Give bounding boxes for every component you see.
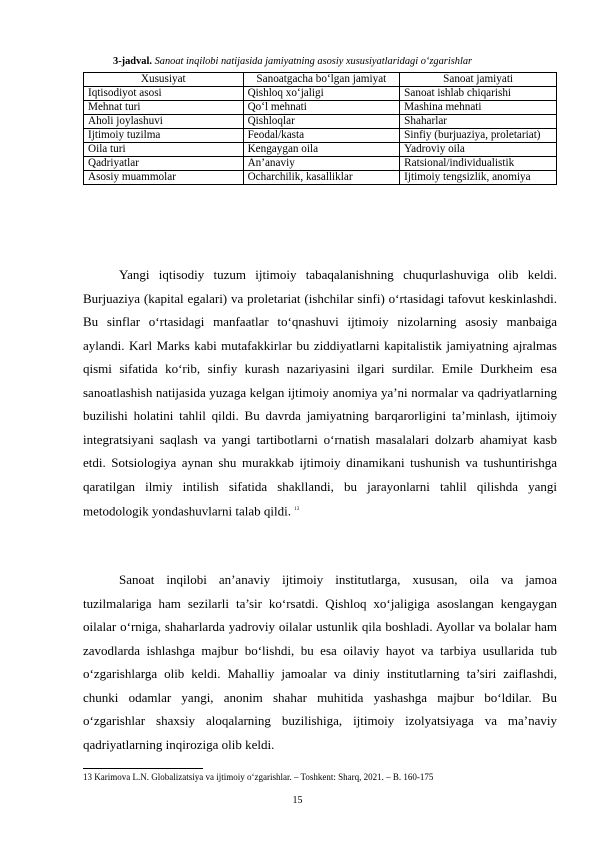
table-row xyxy=(84,129,557,143)
table-row xyxy=(84,87,557,101)
table-row xyxy=(84,101,557,115)
footnote-separator xyxy=(83,768,203,769)
table-cell: Kengaygan oila xyxy=(243,143,400,157)
table-cell: Yadroviy oila xyxy=(400,143,557,157)
table-row xyxy=(84,171,557,185)
table-number: 3-jadval. xyxy=(113,56,152,67)
table-row xyxy=(84,143,557,157)
body-text-2 xyxy=(83,568,557,756)
table-cell: Ocharchilik, kasalliklar xyxy=(243,171,400,185)
table-title: Sanoat inqilobi natijasida jamiyatning asosiy xususiyatlaridagi o‘zgarishlar xyxy=(154,56,473,67)
body-text xyxy=(83,263,557,523)
table-header-row xyxy=(84,73,557,87)
footnote-ref: 13 xyxy=(294,507,300,512)
table-cell: Qadriyatlar xyxy=(84,157,244,171)
table-cell: Mashina mehnati xyxy=(400,101,557,115)
table-row xyxy=(84,157,557,171)
paragraph-1 xyxy=(83,263,557,523)
table-cell: Asosiy muammolar xyxy=(84,171,244,185)
table-caption xyxy=(113,56,472,67)
table-cell: Ratsional/individualistik xyxy=(400,157,557,171)
column-header: Xususiyat xyxy=(84,73,244,87)
column-header: Sanoatgacha bo‘lgan jamiyat xyxy=(243,73,400,87)
table-cell: Qishloq xo‘jaligi xyxy=(243,87,400,101)
table-row xyxy=(84,115,557,129)
table-cell: Ijtimoiy tuzilma xyxy=(84,129,244,143)
page-number: 15 xyxy=(292,795,303,806)
table-cell: Shaharlar xyxy=(400,115,557,129)
table-cell: Oila turi xyxy=(84,143,244,157)
table-cell: Sanoat ishlab chiqarishi xyxy=(400,87,557,101)
table-cell: Qo‘l mehnati xyxy=(243,101,400,115)
table-cell: Ijtimoiy tengsizlik, anomiya xyxy=(400,171,557,185)
paragraph-1-text: Yangi iqtisodiy tuzum ijtimoiy tabaqalanishning chuqurlashuviga olib keldi. Burjuaziya (kapital egalari) va proletariat (ishchilar sinfi) o‘rtasidagi tafovut keskinlashdi. Bu sinflar o‘rtasidagi manfaatlar to‘qnashuvi ijtimoiy nizolarning asosiy manbaiga aylandi. Karl Marks kabi mutafakkirlar bu ziddiyatlarni kapitalistik jamiyatning ajralmas qismi sifatida ko‘rib, sinfiy kurash nazariyasini ilgari surdilar. Emile Durkheim esa sanoatlashish natijasida yuzaga kelgan ijtimoiy anomiya ya’ni normalar va qadriyatlarning buzilishi holatini tahlil qildi. Bu davrda jamiyatning barqarorligini ta’minlash, ijtimoiy integratsiyani saqlash va yangi tartibotlarni o‘rnatish masalalari dolzarb ahamiyat kasb etdi. Sotsiologiya aynan shu murakkab ijtimoiy dinamikani tushunish va tushuntirishga qaratilgan ilmiy intilish sifatida shakllandi, bu jarayonlarni tahlil qilishda yangi metodologik yondashuvlarni talab qildi. xyxy=(83,267,557,519)
table-cell: Aholi joylashuvi xyxy=(84,115,244,129)
table-cell: Sinfiy (burjuaziya, proletariat) xyxy=(400,129,557,143)
paragraph-2: Sanoat inqilobi an’anaviy ijtimoiy institutlarga, xususan, oila va jamoa tuzilmalariga ham sezilarli ta’sir ko‘rsatdi. Qishloq xo‘jaligiga asoslangan kengaygan oilalar o‘rniga, shaharlarda yadroviy oilalar ustunlik qila boshladi. Ayollar va bolalar ham zavodlarda ishlashga majbur bo‘lishdi, bu esa oilaviy hayot va tarbiya usullarida tub o‘zgarishlarga olib keldi. Mahalliy jamoalar va diniy institutlarning ta’siri zaiflashdi, chunki odamlar yangi, anonim shahar muhitida yashashga majbur bo‘ldilar. Bu o‘zgarishlar shaxsiy aloqalarning buzilishiga, ijtimoiy izolyatsiyaga va ma’naviy qadriyatlarning inqiroziga olib keldi. xyxy=(83,572,557,752)
footnote: 13 Karimova L.N. Globalizatsiya va ijtimoiy o‘zgarishlar. – Toshkent: Sharq, 2021. – B. 160-175 xyxy=(83,772,434,782)
table-cell: Qishloqlar xyxy=(243,115,400,129)
column-header: Sanoat jamiyati xyxy=(400,73,557,87)
table-cell: An’anaviy xyxy=(243,157,400,171)
table-cell: Iqtisodiyot asosi xyxy=(84,87,244,101)
table-cell: Mehnat turi xyxy=(84,101,244,115)
comparison-table xyxy=(83,72,557,185)
table-cell: Feodal/kasta xyxy=(243,129,400,143)
